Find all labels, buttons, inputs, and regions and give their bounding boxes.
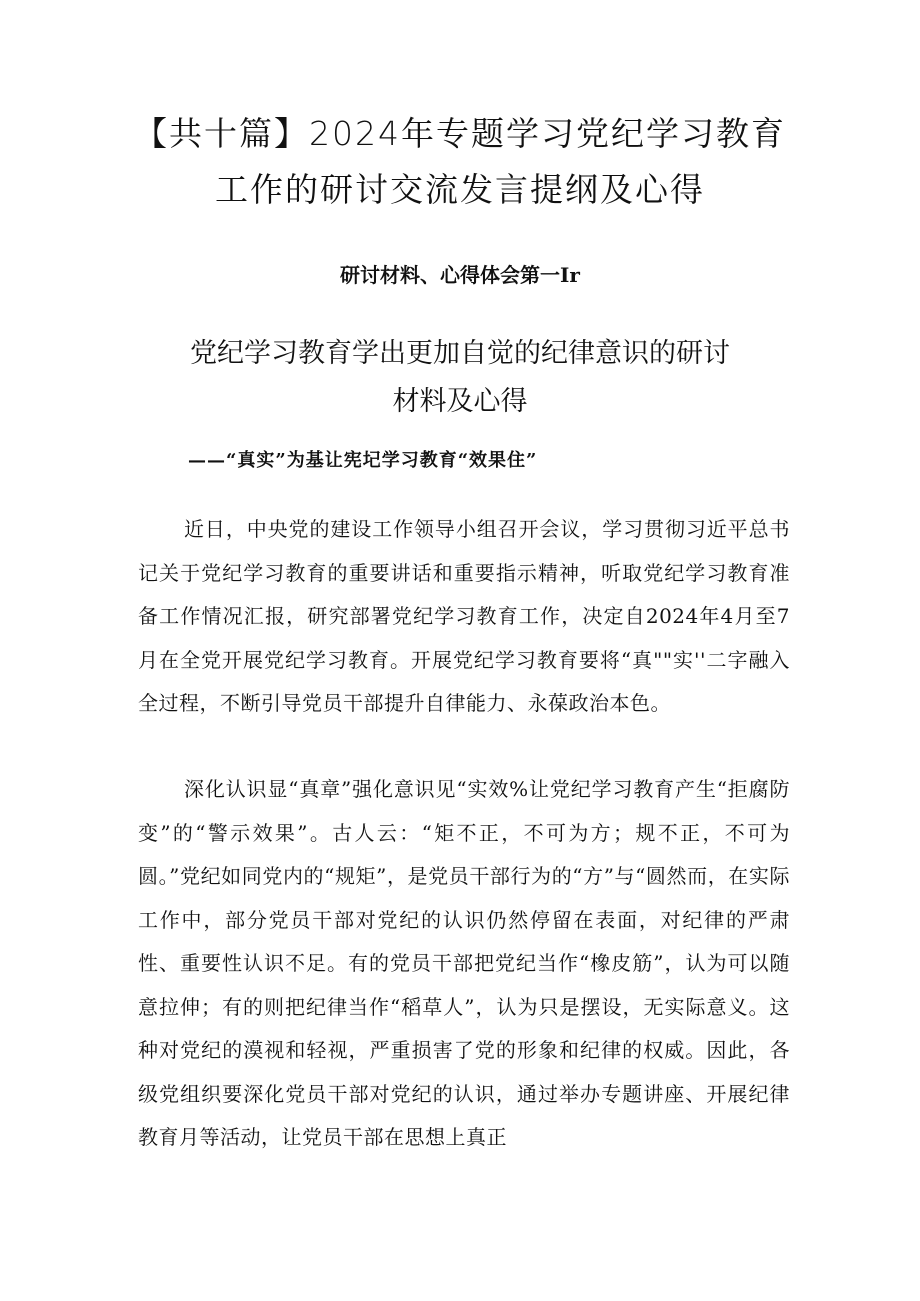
article-title <box>140 330 780 426</box>
article-title-line-1: 党纪学习教育学出更加自觉的纪律意识的研讨 <box>190 338 730 369</box>
document-title <box>130 106 790 218</box>
document-title-line-2: 工作的研讨交流发言提纲及心得 <box>215 170 705 209</box>
article-title-line-2: 材料及心得 <box>392 386 528 417</box>
body-paragraph: 近日，中央党的建设工作领导小组召开会议，学习贯彻习近平总书记关于党纪学习教育的重要讲话和重要指示精神，听取党纪学习教育准备工作情况汇报，研究部署党纪学习教育工作，决定自2024年4月至7月在全党开展党纪学习教育。开展党纪学习教育要将“真""实''二字融入全过程，不断引导党员干部提升自律能力、永葆政治本色。 <box>138 517 790 715</box>
article-subtitle: ——“真实”为基让宪圮学习教育“效果住” <box>188 450 538 471</box>
body-paragraph: 深化认识显“真章”强化意识见“实效%让党纪学习教育产生“拒腐防变”的“警示效果”。古人云：“矩不正，不可为方；规不正，不可为圆。”党纪如同党内的“规矩”，是党员干部行为的“方”与“圆然而，在实际工作中，部分党员干部对党纪的认识仍然停留在表面，对纪律的严肃性、重要性认识不足。有的党员干部把党纪当作“橡皮筋”，认为可以随意拉伸；有的则把纪律当作“稻草人”，认为只是摆设，无实际意义。这种对党纪的漠视和轻视，严重损害了党的形象和纪律的权威。因此，各级党组织要深化党员干部对党纪的认识，通过举办专题讲座、开展纪律教育月等活动，让党员干部在思想上真正 <box>138 777 790 1149</box>
document-title-line-1: 【共十篇】2024年专题学习党纪学习教育 <box>134 114 786 153</box>
section-label: 研讨材料、心得体会第一Ir <box>340 263 580 287</box>
